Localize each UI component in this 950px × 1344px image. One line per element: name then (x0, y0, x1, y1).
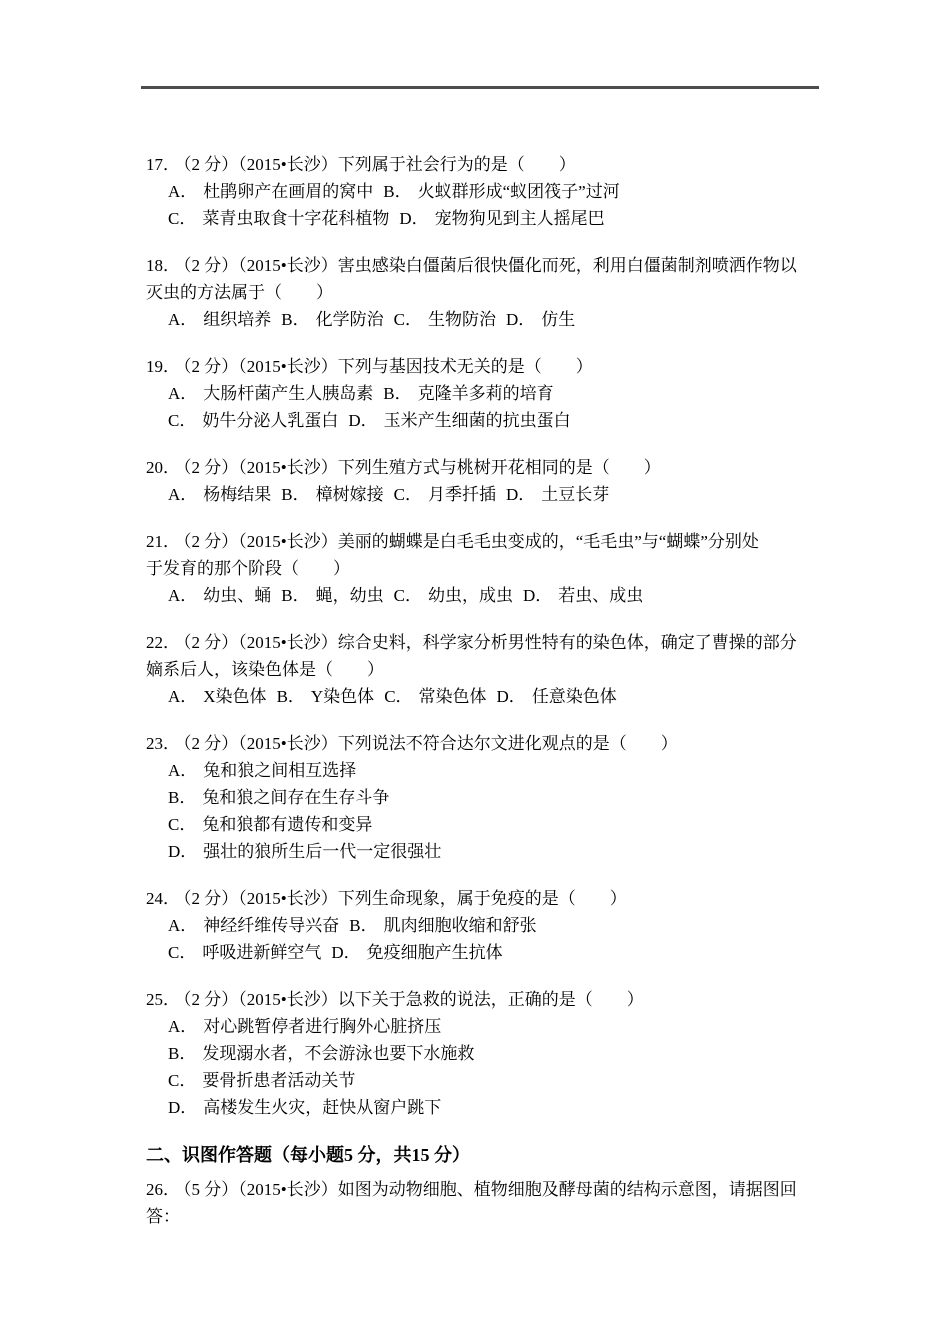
question-points: （2 分） (183, 155, 239, 174)
option-row (146, 811, 836, 838)
question-stem: 以下关于急救的说法，正确的是（ ） (337, 990, 644, 1009)
option-letter: D． (505, 310, 536, 329)
option-D (506, 310, 575, 329)
question-source: （2015•长沙） (238, 633, 338, 652)
question-stem: 害虫感染白僵菌后很快僵化而死，利用白僵菌制剂喷洒作物以 (337, 256, 797, 275)
exam-content (146, 151, 836, 1250)
option-C (168, 815, 372, 834)
question-stem: 综合史料，科学家分析男性特有的染色体，确定了曹操的部分 (337, 633, 797, 652)
option-row (146, 306, 836, 333)
option-letter: A． (168, 384, 198, 403)
question-head-line (146, 986, 836, 1013)
option-A (168, 182, 373, 201)
question-stem: 下列与基因技术无关的是（ ） (337, 357, 593, 376)
question-points: （2 分） (183, 458, 239, 477)
option-text: 火蚁群形成“蚁团筏子”过河 (417, 182, 620, 201)
question-head-line (146, 454, 836, 481)
option-row (146, 838, 836, 865)
option-letter: A． (168, 485, 198, 504)
question-points: （5 分） (183, 1180, 239, 1199)
question-points: （2 分） (183, 357, 239, 376)
option-text: 克隆羊多莉的培育 (417, 384, 554, 403)
question-points: （2 分） (183, 990, 239, 1009)
option-letter: B． (383, 182, 412, 201)
multiple-choice-question-list (146, 151, 836, 1121)
question-stem-continuation: 答： (146, 1207, 180, 1226)
question-number: 20． (146, 458, 180, 477)
question-head-line (146, 1176, 836, 1203)
option-B (277, 687, 375, 706)
option-text: 玉米产生细菌的抗虫蛋白 (383, 411, 571, 430)
option-A (168, 485, 271, 504)
option-letter: C． (168, 815, 197, 834)
option-A (168, 916, 339, 935)
option-letter: B． (276, 687, 305, 706)
option-letter: B． (281, 586, 310, 605)
option-letter: D． (168, 1098, 198, 1117)
question-number: 24． (146, 889, 180, 908)
option-D (348, 411, 570, 430)
option-text: 兔和狼之间存在生存斗争 (202, 788, 390, 807)
question-22 (146, 629, 836, 710)
option-letter: A． (168, 182, 198, 201)
question-number: 23． (146, 734, 180, 753)
option-D (506, 485, 609, 504)
question-source: （2015•长沙） (238, 734, 338, 753)
question-26 (146, 1176, 836, 1230)
question-head-line (146, 528, 836, 555)
option-row (146, 1013, 836, 1040)
option-text: 呼吸进新鲜空气 (202, 943, 322, 962)
question-number: 26． (146, 1180, 180, 1199)
option-text: 对心跳暂停者进行胸外心脏挤压 (203, 1017, 442, 1036)
option-letter: C． (168, 209, 197, 228)
option-B (349, 916, 536, 935)
option-letter: A． (168, 310, 198, 329)
option-text: 化学防治 (315, 310, 384, 329)
option-D (523, 586, 643, 605)
option-B (383, 182, 619, 201)
option-letter: A． (168, 687, 198, 706)
question-source: （2015•长沙） (238, 889, 338, 908)
option-row (146, 481, 836, 508)
option-text: 兔和狼都有遗传和变异 (202, 815, 373, 834)
option-letter: B． (168, 1044, 197, 1063)
option-text: 宠物狗见到主人摇尾巴 (434, 209, 605, 228)
option-C (394, 485, 496, 504)
option-B (281, 485, 383, 504)
option-text: 杨梅结果 (203, 485, 272, 504)
option-text: 常染色体 (418, 687, 487, 706)
question-25 (146, 986, 836, 1121)
option-B (168, 1044, 474, 1063)
option-letter: A． (168, 761, 198, 780)
option-text: 任意染色体 (531, 687, 617, 706)
option-B (281, 586, 383, 605)
question-stem-continuation: 嫡系后人，该染色体是（ ） (146, 660, 384, 679)
option-text: 组织培养 (203, 310, 272, 329)
option-letter: C． (168, 943, 197, 962)
question-18 (146, 252, 836, 333)
option-text: 高楼发生火灾，赶快从窗户跳下 (203, 1098, 442, 1117)
option-letter: D． (168, 842, 198, 861)
question-head-line (146, 252, 836, 279)
option-A (168, 1017, 441, 1036)
option-letter: D． (522, 586, 553, 605)
question-source: （2015•长沙） (238, 458, 338, 477)
option-row (146, 939, 836, 966)
option-A (168, 761, 356, 780)
question-head-line (146, 353, 836, 380)
option-text: 免疫细胞产生抗体 (366, 943, 503, 962)
question-head-line (146, 151, 836, 178)
option-row (146, 1040, 836, 1067)
option-C (168, 1071, 355, 1090)
option-A (168, 586, 271, 605)
option-text: X染色体 (203, 687, 267, 706)
option-letter: D． (505, 485, 536, 504)
question-number: 17． (146, 155, 180, 174)
option-D (399, 209, 604, 228)
question-number: 19． (146, 357, 180, 376)
option-text: 兔和狼之间相互选择 (203, 761, 357, 780)
question-stem: 美丽的蝴蝶是白毛毛虫变成的，“毛毛虫”与“蝴蝶”分别处 (337, 532, 759, 551)
question-points: （2 分） (183, 633, 239, 652)
question-source: （2015•长沙） (238, 357, 338, 376)
option-C (384, 687, 486, 706)
option-text: 生物防治 (427, 310, 496, 329)
option-text: 仿生 (541, 310, 576, 329)
option-row (146, 407, 836, 434)
option-C (394, 310, 496, 329)
question-points: （2 分） (183, 734, 239, 753)
question-number: 25． (146, 990, 180, 1009)
option-letter: C． (393, 586, 422, 605)
option-text: 神经纤维传导兴奋 (203, 916, 340, 935)
question-points: （2 分） (183, 889, 239, 908)
option-letter: D． (331, 943, 361, 962)
option-D (168, 1098, 441, 1117)
question-stem: 下列说法不符合达尔文进化观点的是（ ） (337, 734, 678, 753)
option-text: 要骨折患者活动关节 (202, 1071, 356, 1090)
question-source: （2015•长沙） (238, 532, 338, 551)
question-source: （2015•长沙） (238, 1180, 338, 1199)
question-head-line (146, 885, 836, 912)
question-source: （2015•长沙） (238, 155, 338, 174)
option-letter: B． (383, 384, 412, 403)
option-letter: B． (168, 788, 197, 807)
option-letter: C． (168, 411, 197, 430)
option-letter: D． (399, 209, 429, 228)
option-text: 幼虫，成虫 (427, 586, 513, 605)
option-row (146, 582, 836, 609)
option-text: 蝇，幼虫 (315, 586, 384, 605)
option-D (168, 842, 441, 861)
section-2-question-list (146, 1176, 836, 1230)
option-A (168, 687, 267, 706)
question-20 (146, 454, 836, 508)
option-letter: C． (393, 310, 422, 329)
question-source: （2015•长沙） (238, 256, 338, 275)
option-letter: C． (168, 1071, 197, 1090)
option-letter: C． (393, 485, 422, 504)
option-A (168, 310, 271, 329)
question-head-line (146, 730, 836, 757)
question-number: 21． (146, 532, 180, 551)
option-text: 幼虫、蛹 (203, 586, 272, 605)
option-text: Y染色体 (310, 687, 375, 706)
option-B (281, 310, 383, 329)
option-letter: A． (168, 1017, 198, 1036)
option-C (168, 943, 321, 962)
option-row (146, 205, 836, 232)
option-B (383, 384, 553, 403)
question-stem: 下列生命现象，属于免疫的是（ ） (337, 889, 627, 908)
option-letter: B． (281, 485, 310, 504)
question-source: （2015•长沙） (238, 990, 338, 1009)
option-letter: D． (496, 687, 526, 706)
option-letter: D． (348, 411, 378, 430)
question-number: 18． (146, 256, 180, 275)
option-text: 杜鹃卵产在画眉的窝中 (203, 182, 374, 201)
option-row (146, 784, 836, 811)
option-letter: A． (168, 916, 198, 935)
option-letter: B． (281, 310, 310, 329)
option-text: 土豆长芽 (541, 485, 610, 504)
top-divider-rule (141, 86, 819, 89)
question-number: 22． (146, 633, 180, 652)
question-21 (146, 528, 836, 609)
option-D (331, 943, 502, 962)
question-stem: 如图为动物细胞、植物细胞及酵母菌的结构示意图，请据图回 (337, 1180, 797, 1199)
option-text: 发现溺水者，不会游泳也要下水施救 (202, 1044, 475, 1063)
question-19 (146, 353, 836, 434)
question-points: （2 分） (183, 532, 239, 551)
option-row (146, 912, 836, 939)
option-text: 肌肉细胞收缩和舒张 (383, 916, 537, 935)
option-text: 樟树嫁接 (315, 485, 384, 504)
option-row (146, 1067, 836, 1094)
option-letter: C． (384, 687, 413, 706)
option-text: 若虫、成虫 (558, 586, 644, 605)
option-text: 奶牛分泌人乳蛋白 (202, 411, 339, 430)
option-text: 大肠杆菌产生人胰岛素 (203, 384, 374, 403)
option-C (168, 411, 338, 430)
option-row (146, 380, 836, 407)
question-24 (146, 885, 836, 966)
option-row (146, 1094, 836, 1121)
question-17 (146, 151, 836, 232)
option-C (168, 209, 389, 228)
option-B (168, 788, 389, 807)
option-text: 强壮的狼所生后一代一定很强壮 (203, 842, 442, 861)
option-row (146, 178, 836, 205)
question-stem: 下列生殖方式与桃树开花相同的是（ ） (337, 458, 661, 477)
section-2-header: 二、识图作答题（每小题5 分，共15 分） (146, 1145, 470, 1165)
question-stem-continuation: 于发育的那个阶段（ ） (146, 559, 350, 578)
option-row (146, 683, 836, 710)
option-text: 菜青虫取食十字花科植物 (202, 209, 390, 228)
option-text: 月季扦插 (427, 485, 496, 504)
question-stem-continuation: 灭虫的方法属于（ ） (146, 283, 333, 302)
question-stem: 下列属于社会行为的是（ ） (337, 155, 576, 174)
option-row (146, 757, 836, 784)
question-head-line (146, 629, 836, 656)
question-points: （2 分） (183, 256, 239, 275)
option-D (497, 687, 617, 706)
option-A (168, 384, 373, 403)
option-letter: A． (168, 586, 198, 605)
option-C (394, 586, 513, 605)
question-23 (146, 730, 836, 865)
option-letter: B． (349, 916, 378, 935)
